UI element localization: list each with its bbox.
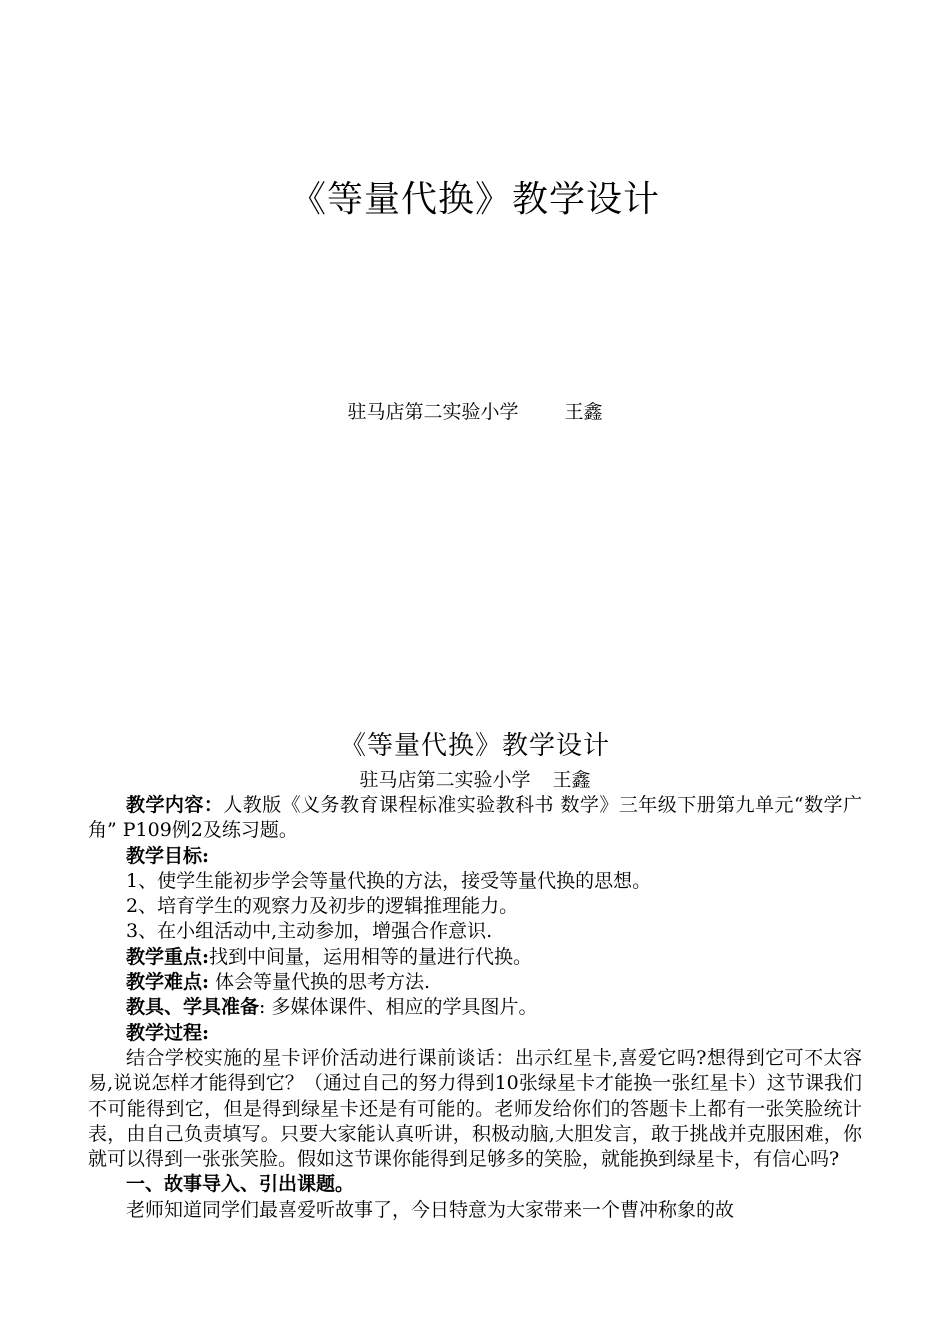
document-author: 王鑫 bbox=[552, 769, 591, 791]
key-point-paragraph bbox=[88, 945, 862, 970]
teaching-goal-3: 3、在小组活动中,主动参加，增强合作意识. bbox=[126, 920, 493, 943]
tools-text: : 多媒体课件、相应的学具图片。 bbox=[259, 996, 538, 1019]
cover-school: 驻马店第二实验小学 bbox=[347, 401, 519, 423]
tools-label: 教具、学具准备 bbox=[126, 996, 260, 1019]
process-intro-paragraph: 结合学校实施的星卡评价活动进行课前谈话：出示红星卡,喜爱它吗?想得到它可不太容易,说说怎样才能得到它？（通过自己的努力得到10张绿星卡才能换一张红星卡）这节课我们不可能得到它，但是得到绿星卡还是有可能的。老师发给你们的答题卡上都有一张笑脸统计表，由自己负责填写。只要大家能认真听讲，积极动脑,大胆发言，敢于挑战并克服困难，你就可以得到一张张笑脸。假如这节课你能得到足够多的笑脸，就能换到绿星卡，有信心吗? bbox=[88, 1046, 862, 1171]
difficulty-paragraph bbox=[88, 970, 862, 995]
cover-title: 《等量代换》教学设计 bbox=[289, 179, 660, 220]
cover-author-line bbox=[0, 398, 950, 426]
teaching-goals-label-paragraph bbox=[88, 844, 862, 869]
teaching-content-label: 教学内容： bbox=[126, 794, 224, 816]
difficulty-text: 体会等量代换的思考方法. bbox=[209, 971, 431, 994]
key-point-label: 教学重点: bbox=[126, 945, 210, 968]
document-title: 《等量代换》教学设计 bbox=[339, 731, 610, 761]
teaching-content-paragraph bbox=[88, 793, 862, 844]
cover-author: 王鑫 bbox=[564, 401, 603, 423]
difficulty-label: 教学难点: bbox=[126, 971, 210, 994]
teaching-goal-1: 1、使学生能初步学会等量代换的方法，接受等量代换的思想。 bbox=[126, 869, 652, 892]
key-point-text: 找到中间量，运用相等的量进行代换。 bbox=[209, 945, 533, 968]
process-label-paragraph bbox=[88, 1021, 862, 1046]
section-1-heading: 一、故事导入、引出课题。 bbox=[126, 1173, 355, 1196]
document-school: 驻马店第二实验小学 bbox=[359, 769, 531, 791]
document-author-line bbox=[88, 768, 862, 793]
document-body bbox=[88, 728, 862, 1223]
teaching-goal-2: 2、培育学生的观察力及初步的逻辑推理能力。 bbox=[126, 895, 519, 918]
section-1-heading-paragraph bbox=[88, 1172, 862, 1197]
process-label: 教学过程: bbox=[126, 1021, 210, 1044]
teaching-goals-label: 教学目标: bbox=[126, 844, 210, 867]
section-1-text: 老师知道同学们最喜爱听故事了，今日特意为大家带来一个曹冲称象的故 bbox=[126, 1198, 735, 1221]
teaching-content-text: 人教版《义务教育课程标准实验教科书 数学》三年级下册第九单元“数学广角” P109例2及练习题。 bbox=[88, 794, 862, 842]
tools-paragraph bbox=[88, 995, 862, 1020]
